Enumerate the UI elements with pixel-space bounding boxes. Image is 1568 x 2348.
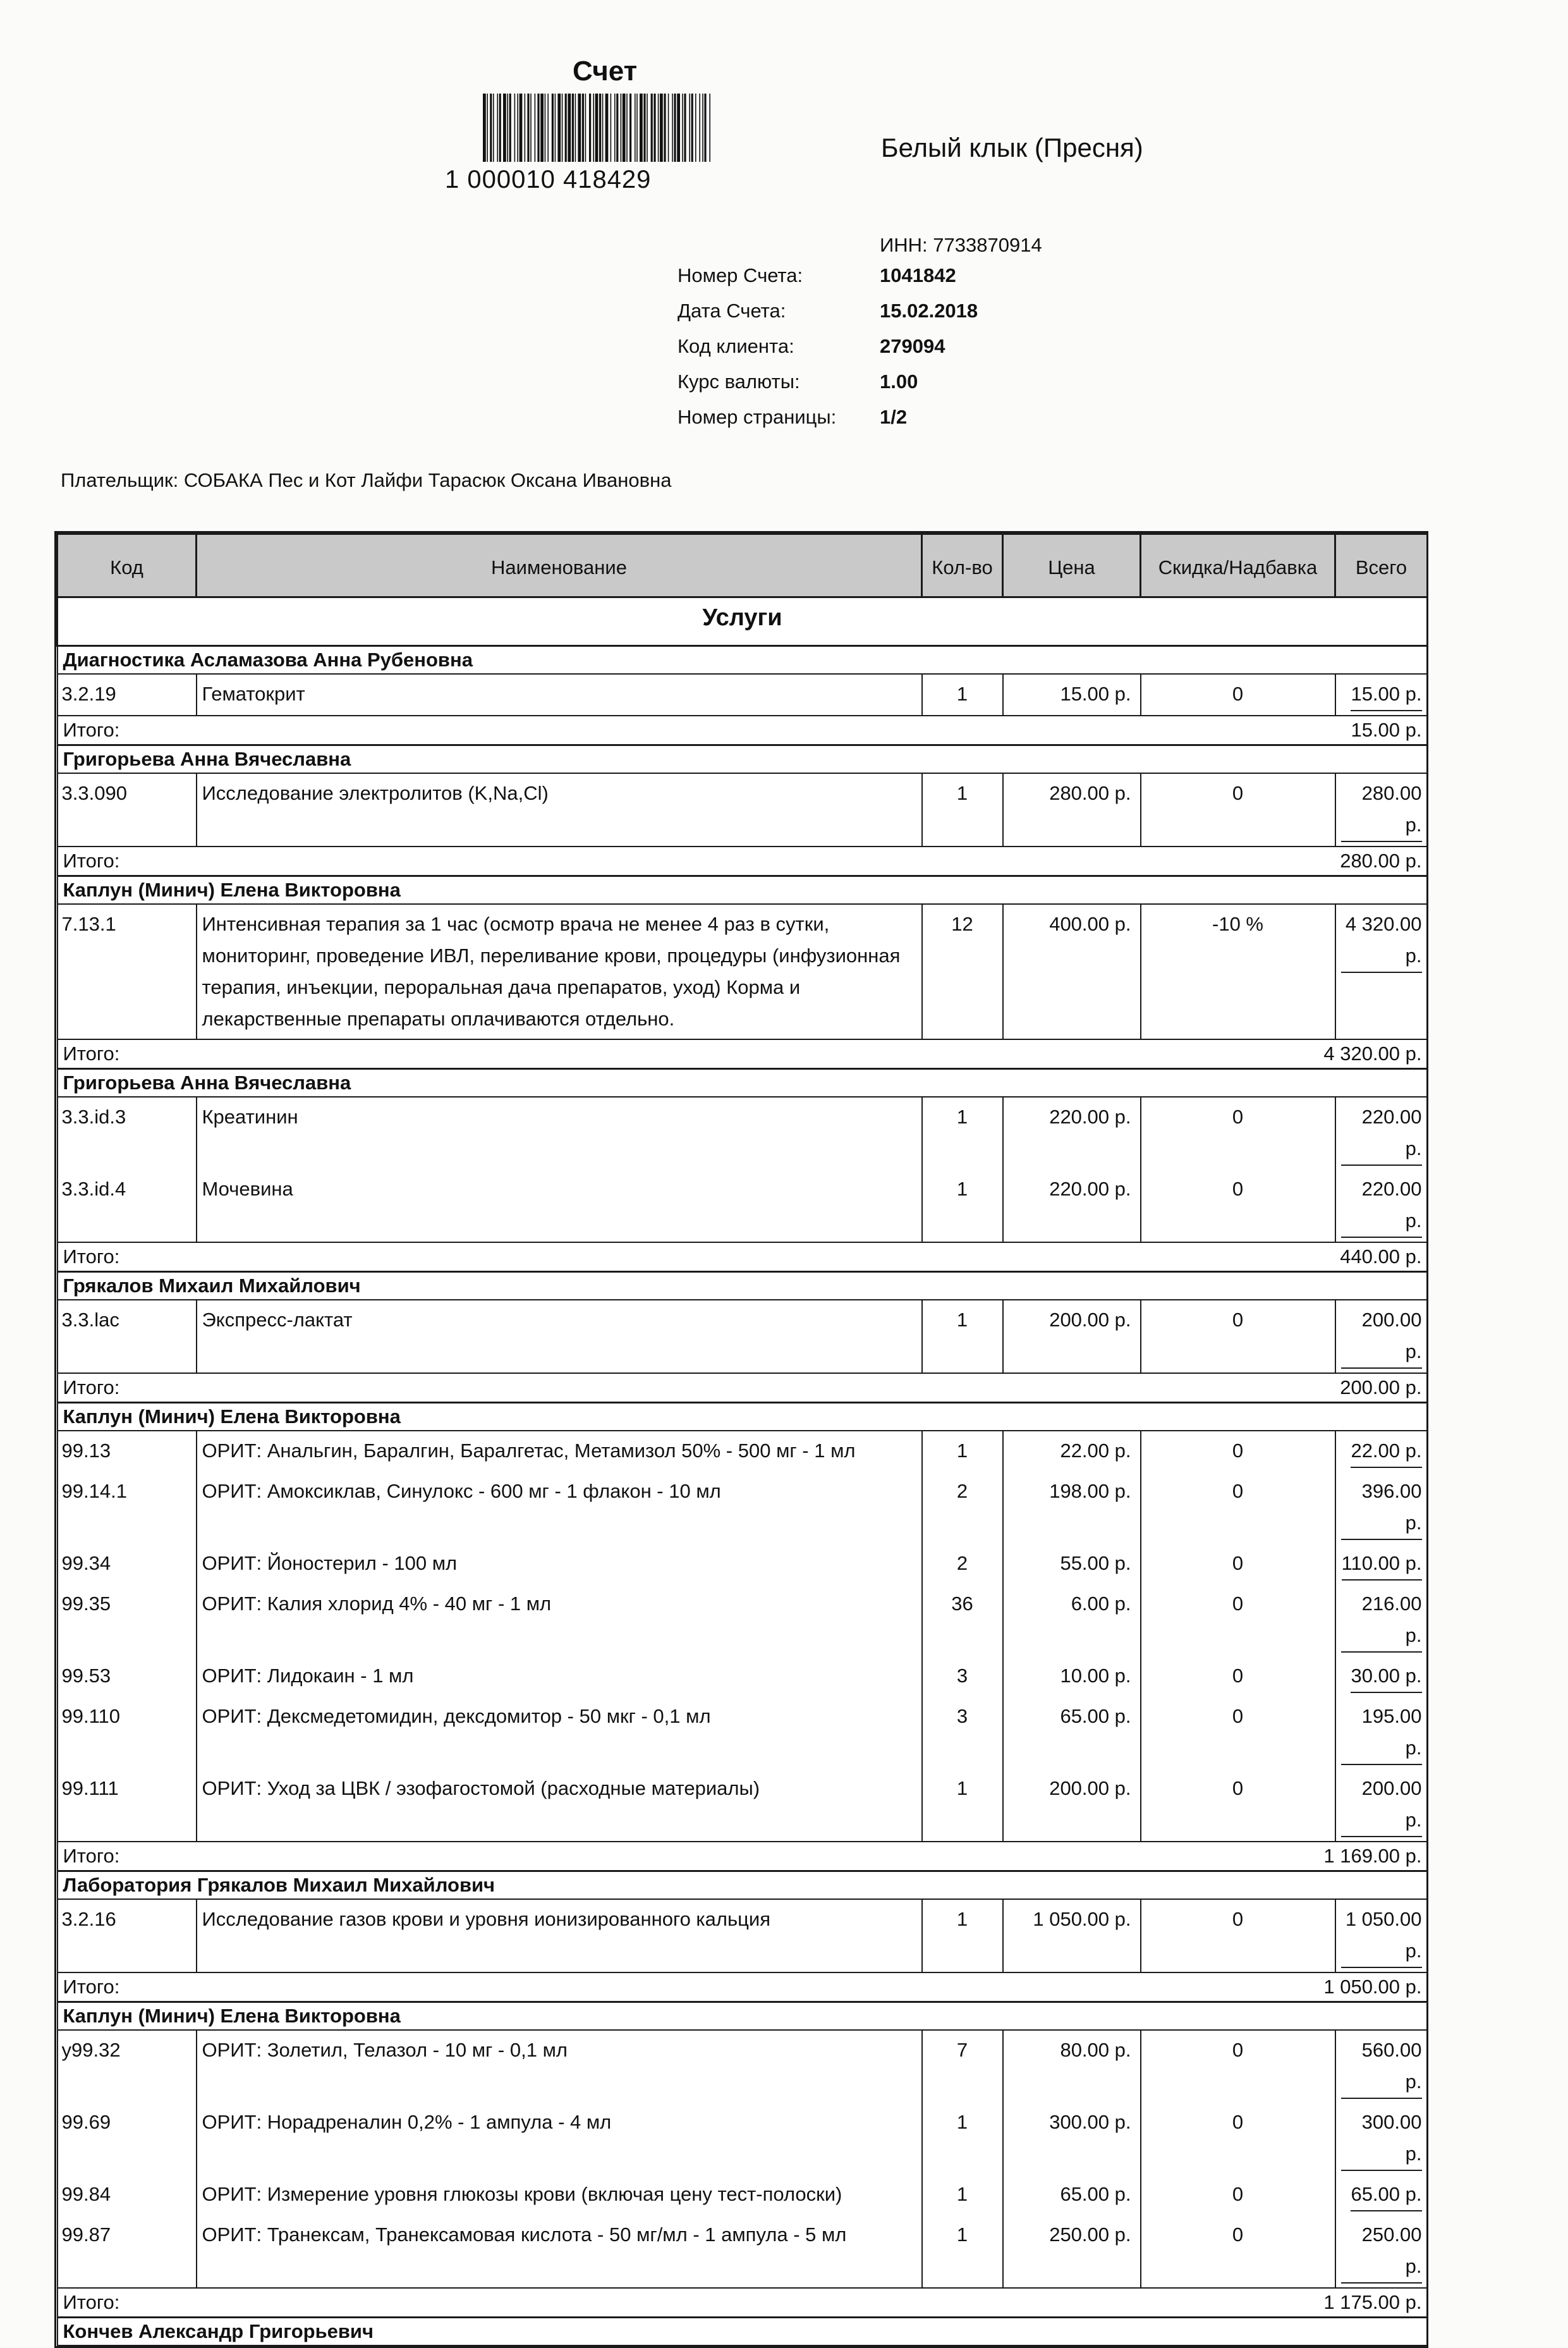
subtotal-value: 1 050.00 р. — [922, 1972, 1428, 2002]
item-price-cell — [1003, 1300, 1141, 1373]
item-total: 4 320.00 р. — [1341, 908, 1422, 973]
group-row — [58, 2318, 1428, 2346]
item-code: 99.13 — [58, 1431, 197, 1472]
item-price-cell — [1003, 1544, 1141, 1584]
item-price-cell — [1003, 1472, 1141, 1544]
item-price-cell — [1003, 773, 1141, 847]
item-name: ОРИТ: Золетил, Телазол - 10 мг - 0,1 мл — [197, 2030, 922, 2103]
item-total: 22.00 р. — [1351, 1435, 1421, 1468]
item-qty: 1 — [922, 1170, 1003, 1242]
item-price: 280.00 р. — [1049, 782, 1131, 804]
item-qty: 1 — [922, 1899, 1003, 1972]
item-price: 10.00 р. — [1060, 1665, 1131, 1687]
item-code: 99.69 — [58, 2103, 197, 2175]
item-code: 99.14.1 — [58, 1472, 197, 1544]
group-title: Григорьева Анна Вячеславна — [58, 745, 1428, 774]
item-discount: 0 — [1141, 1170, 1335, 1242]
table-row — [58, 1656, 1428, 1697]
item-price-cell — [1003, 2030, 1141, 2103]
item-discount: 0 — [1141, 674, 1335, 716]
column-header-discount: Скидка/Надбавка — [1141, 534, 1335, 597]
group-title: Григорьева Анна Вячеславна — [58, 1069, 1428, 1098]
item-name: Мочевина — [197, 1170, 922, 1242]
meta-value: 279094 — [880, 335, 945, 357]
item-name: Исследование газов крови и уровня ионизированного кальция — [197, 1899, 922, 1972]
subtotal-value: 440.00 р. — [922, 1242, 1428, 1272]
item-price: 22.00 р. — [1060, 1440, 1131, 1462]
clinic-name: Белый клык (Пресня) — [881, 133, 1143, 162]
meta-row — [678, 335, 978, 370]
meta-label: Курс валюты: — [678, 370, 800, 393]
item-qty: 1 — [922, 773, 1003, 847]
item-code: 99.84 — [58, 2175, 197, 2215]
item-total-cell — [1335, 1656, 1428, 1697]
table-row — [58, 1697, 1428, 1769]
item-price-cell — [1003, 1584, 1141, 1656]
item-total: 250.00 р. — [1341, 2219, 1422, 2284]
subtotal-row — [58, 847, 1428, 876]
item-discount: 0 — [1141, 1656, 1335, 1697]
meta-row — [678, 300, 978, 335]
item-qty: 36 — [922, 1584, 1003, 1656]
item-discount: 0 — [1141, 2175, 1335, 2215]
item-code: 99.34 — [58, 1544, 197, 1584]
section-heading-row — [58, 597, 1428, 646]
meta-row — [678, 406, 978, 441]
group-row — [58, 1403, 1428, 1431]
item-total-cell — [1335, 1697, 1428, 1769]
item-name: Интенсивная терапия за 1 час (осмотр врача не менее 4 раз в сутки, мониторинг, проведение ИВЛ, переливание крови, процедуры (инфузионная терапия, инъекции, пероральная дача препаратов, уход) Корма и лекарственные препараты оплачиваются отдельно. — [197, 904, 922, 1039]
item-total: 200.00 р. — [1341, 1304, 1422, 1369]
item-price-cell — [1003, 674, 1141, 716]
item-discount: 0 — [1141, 2215, 1335, 2288]
item-price-cell — [1003, 1170, 1141, 1242]
group-row — [58, 646, 1428, 675]
table-row — [58, 2175, 1428, 2215]
item-discount: 0 — [1141, 1300, 1335, 1373]
barcode-number: 1 000010 418429 — [445, 166, 652, 193]
item-total: 30.00 р. — [1351, 1660, 1421, 1693]
item-total: 300.00 р. — [1341, 2106, 1422, 2171]
item-qty: 1 — [922, 2103, 1003, 2175]
item-total: 15.00 р. — [1351, 678, 1421, 711]
group-row — [58, 876, 1428, 905]
subtotal-value: 1 175.00 р. — [922, 2288, 1428, 2318]
group-title: Грякалов Михаил Михайлович — [58, 1272, 1428, 1300]
table-row — [58, 1584, 1428, 1656]
item-name: ОРИТ: Транексам, Транексамовая кислота - 50 мг/мл - 1 ампула - 5 мл — [197, 2215, 922, 2288]
subtotal-value: 280.00 р. — [922, 847, 1428, 876]
subtotal-value: 1 169.00 р. — [922, 1842, 1428, 1871]
table-row — [58, 904, 1428, 1039]
barcode-image — [482, 94, 714, 173]
item-name: Экспресс-лактат — [197, 1300, 922, 1373]
item-price: 6.00 р. — [1071, 1593, 1131, 1615]
column-header-total: Всего — [1335, 534, 1428, 597]
item-total: 396.00 р. — [1341, 1476, 1422, 1540]
item-price: 220.00 р. — [1049, 1178, 1131, 1200]
subtotal-label: Итого: — [58, 1972, 922, 2002]
item-discount: 0 — [1141, 2103, 1335, 2175]
table-row — [58, 1544, 1428, 1584]
meta-row — [678, 370, 978, 406]
item-total: 220.00 р. — [1341, 1173, 1422, 1238]
group-title: Диагностика Асламазова Анна Рубеновна — [58, 646, 1428, 675]
item-discount: 0 — [1141, 1584, 1335, 1656]
subtotal-row — [58, 716, 1428, 745]
group-title: Лаборатория Грякалов Михаил Михайлович — [58, 1871, 1428, 1900]
table-row — [58, 1097, 1428, 1170]
page-title: Счет — [573, 56, 638, 87]
item-qty: 2 — [922, 1544, 1003, 1584]
item-price: 15.00 р. — [1060, 683, 1131, 705]
invoice-table — [56, 533, 1428, 2346]
item-price: 220.00 р. — [1049, 1106, 1131, 1128]
item-code: 3.3.id.3 — [58, 1097, 197, 1170]
item-qty: 1 — [922, 674, 1003, 716]
item-price: 55.00 р. — [1060, 1552, 1131, 1574]
item-name: ОРИТ: Йоностерил - 100 мл — [197, 1544, 922, 1584]
item-name: ОРИТ: Анальгин, Баралгин, Баралгетас, Метамизол 50% - 500 мг - 1 мл — [197, 1431, 922, 1472]
meta-row — [678, 264, 978, 300]
item-total-cell — [1335, 1584, 1428, 1656]
item-code: 99.53 — [58, 1656, 197, 1697]
item-discount: 0 — [1141, 1544, 1335, 1584]
item-code: у99.32 — [58, 2030, 197, 2103]
item-discount: 0 — [1141, 1769, 1335, 1842]
item-name: Креатинин — [197, 1097, 922, 1170]
column-header-name: Наименование — [197, 534, 922, 597]
table-row — [58, 2215, 1428, 2288]
subtotal-value: 15.00 р. — [922, 716, 1428, 745]
item-price: 200.00 р. — [1049, 1777, 1131, 1799]
table-row — [58, 1769, 1428, 1842]
item-total-cell — [1335, 1097, 1428, 1170]
item-qty: 12 — [922, 904, 1003, 1039]
item-discount: 0 — [1141, 1097, 1335, 1170]
subtotal-label: Итого: — [58, 716, 922, 745]
item-total: 110.00 р. — [1342, 1548, 1422, 1581]
group-row — [58, 1871, 1428, 1900]
item-name: ОРИТ: Уход за ЦВК / эзофагостомой (расходные материалы) — [197, 1769, 922, 1842]
meta-label: Дата Счета: — [678, 300, 786, 322]
item-code: 99.110 — [58, 1697, 197, 1769]
item-total: 280.00 р. — [1341, 778, 1422, 842]
item-code: 3.2.16 — [58, 1899, 197, 1972]
item-total-cell — [1335, 2215, 1428, 2288]
subtotal-value: 4 320.00 р. — [922, 1039, 1428, 1069]
table-row — [58, 2103, 1428, 2175]
table-row — [58, 773, 1428, 847]
item-qty: 3 — [922, 1697, 1003, 1769]
item-price: 198.00 р. — [1049, 1480, 1131, 1502]
group-title: Каплун (Минич) Елена Викторовна — [58, 876, 1428, 905]
item-total-cell — [1335, 1170, 1428, 1242]
item-price-cell — [1003, 2103, 1141, 2175]
item-qty: 3 — [922, 1656, 1003, 1697]
group-row — [58, 1069, 1428, 1098]
item-discount: 0 — [1141, 1472, 1335, 1544]
item-price: 200.00 р. — [1049, 1309, 1131, 1331]
table-row — [58, 2030, 1428, 2103]
group-title: Каплун (Минич) Елена Викторовна — [58, 2002, 1428, 2031]
item-total: 1 050.00 р. — [1341, 1904, 1422, 1968]
item-code: 3.3.lac — [58, 1300, 197, 1373]
meta-value: 1.00 — [880, 370, 918, 393]
item-discount: 0 — [1141, 2030, 1335, 2103]
subtotal-label: Итого: — [58, 2288, 922, 2318]
item-total-cell — [1335, 2175, 1428, 2215]
section-title: Услуги — [58, 597, 1428, 646]
item-qty: 1 — [922, 2215, 1003, 2288]
item-total: 195.00 р. — [1341, 1701, 1422, 1765]
subtotal-label: Итого: — [58, 1039, 922, 1069]
subtotal-row — [58, 1373, 1428, 1403]
item-qty: 1 — [922, 1431, 1003, 1472]
item-discount: 0 — [1141, 1697, 1335, 1769]
item-price-cell — [1003, 1697, 1141, 1769]
column-header-code: Код — [58, 534, 197, 597]
item-price-cell — [1003, 2175, 1141, 2215]
item-total: 200.00 р. — [1341, 1773, 1422, 1837]
item-price: 1 050.00 р. — [1033, 1908, 1131, 1930]
invoice-meta — [678, 264, 978, 441]
item-qty: 1 — [922, 1769, 1003, 1842]
item-code: 3.3.090 — [58, 773, 197, 847]
item-qty: 1 — [922, 2175, 1003, 2215]
item-total-cell — [1335, 1472, 1428, 1544]
item-name: ОРИТ: Измерение уровня глюкозы крови (включая цену тест-полоски) — [197, 2175, 922, 2215]
item-code: 3.3.id.4 — [58, 1170, 197, 1242]
inn-label: ИНН: 7733870914 — [880, 234, 1042, 256]
item-name: Исследование электролитов (K,Na,Cl) — [197, 773, 922, 847]
item-price: 65.00 р. — [1060, 1705, 1131, 1727]
table-row — [58, 1170, 1428, 1242]
table-row — [58, 1431, 1428, 1472]
item-total-cell — [1335, 1769, 1428, 1842]
item-price-cell — [1003, 1769, 1141, 1842]
table-row — [58, 1899, 1428, 1972]
meta-label: Номер страницы: — [678, 406, 837, 428]
meta-value: 1041842 — [880, 264, 956, 286]
item-price-cell — [1003, 1431, 1141, 1472]
item-name: ОРИТ: Калия хлорид 4% - 40 мг - 1 мл — [197, 1584, 922, 1656]
item-name: ОРИТ: Лидокаин - 1 мл — [197, 1656, 922, 1697]
item-discount: -10 % — [1141, 904, 1335, 1039]
group-title: Каплун (Минич) Елена Викторовна — [58, 1403, 1428, 1431]
subtotal-row — [58, 1242, 1428, 1272]
item-total-cell — [1335, 1899, 1428, 1972]
table-row — [58, 674, 1428, 716]
item-total-cell — [1335, 904, 1428, 1039]
item-total: 560.00 р. — [1341, 2034, 1422, 2099]
item-total-cell — [1335, 1544, 1428, 1584]
table-header-row — [58, 534, 1428, 597]
column-header-price: Цена — [1003, 534, 1141, 597]
group-row — [58, 2002, 1428, 2031]
item-total-cell — [1335, 1300, 1428, 1373]
item-price: 300.00 р. — [1049, 2111, 1131, 2133]
item-qty: 1 — [922, 1097, 1003, 1170]
payer-line: Плательщик: СОБАКА Пес и Кот Лайфи Тарасюк Оксана Ивановна — [61, 469, 672, 491]
table-row — [58, 1472, 1428, 1544]
item-name: Гематокрит — [197, 674, 922, 716]
subtotal-row — [58, 2288, 1428, 2318]
item-total: 216.00 р. — [1341, 1588, 1422, 1653]
item-price-cell — [1003, 1656, 1141, 1697]
subtotal-label: Итого: — [58, 1373, 922, 1403]
item-total-cell — [1335, 2030, 1428, 2103]
subtotal-row — [58, 1039, 1428, 1069]
item-code: 99.35 — [58, 1584, 197, 1656]
column-header-qty: Кол-во — [922, 534, 1003, 597]
subtotal-label: Итого: — [58, 847, 922, 876]
item-qty: 7 — [922, 2030, 1003, 2103]
meta-label: Номер Счета: — [678, 264, 803, 286]
item-code: 99.87 — [58, 2215, 197, 2288]
item-discount: 0 — [1141, 1431, 1335, 1472]
item-discount: 0 — [1141, 773, 1335, 847]
item-code: 3.2.19 — [58, 674, 197, 716]
item-price-cell — [1003, 2215, 1141, 2288]
item-qty: 2 — [922, 1472, 1003, 1544]
item-price: 250.00 р. — [1049, 2223, 1131, 2246]
subtotal-label: Итого: — [58, 1842, 922, 1871]
item-qty: 1 — [922, 1300, 1003, 1373]
item-name: ОРИТ: Норадреналин 0,2% - 1 ампула - 4 мл — [197, 2103, 922, 2175]
item-price-cell — [1003, 1097, 1141, 1170]
item-total-cell — [1335, 1431, 1428, 1472]
invoice-table-frame — [54, 531, 1428, 2348]
item-code: 99.111 — [58, 1769, 197, 1842]
item-total: 220.00 р. — [1341, 1101, 1422, 1166]
item-price: 80.00 р. — [1060, 2039, 1131, 2061]
item-price-cell — [1003, 1899, 1141, 1972]
group-row — [58, 1272, 1428, 1300]
item-total: 65.00 р. — [1351, 2179, 1421, 2211]
meta-label: Код клиента: — [678, 335, 794, 357]
table-row — [58, 1300, 1428, 1373]
item-total-cell — [1335, 674, 1428, 716]
meta-value: 1/2 — [880, 406, 908, 428]
item-total-cell — [1335, 773, 1428, 847]
subtotal-row — [58, 1842, 1428, 1871]
item-price-cell — [1003, 904, 1141, 1039]
subtotal-value: 200.00 р. — [922, 1373, 1428, 1403]
subtotal-label: Итого: — [58, 1242, 922, 1272]
item-name: ОРИТ: Амоксиклав, Синулокс - 600 мг - 1 флакон - 10 мл — [197, 1472, 922, 1544]
group-row — [58, 745, 1428, 774]
group-title: Кончев Александр Григорьевич — [58, 2318, 1428, 2346]
item-discount: 0 — [1141, 1899, 1335, 1972]
item-name: ОРИТ: Дексмедетомидин, дексдомитор - 50 мкг - 0,1 мл — [197, 1697, 922, 1769]
meta-value: 15.02.2018 — [880, 300, 978, 322]
item-code: 7.13.1 — [58, 904, 197, 1039]
item-price: 65.00 р. — [1060, 2183, 1131, 2205]
item-price: 400.00 р. — [1049, 913, 1131, 935]
subtotal-row — [58, 1972, 1428, 2002]
item-total-cell — [1335, 2103, 1428, 2175]
